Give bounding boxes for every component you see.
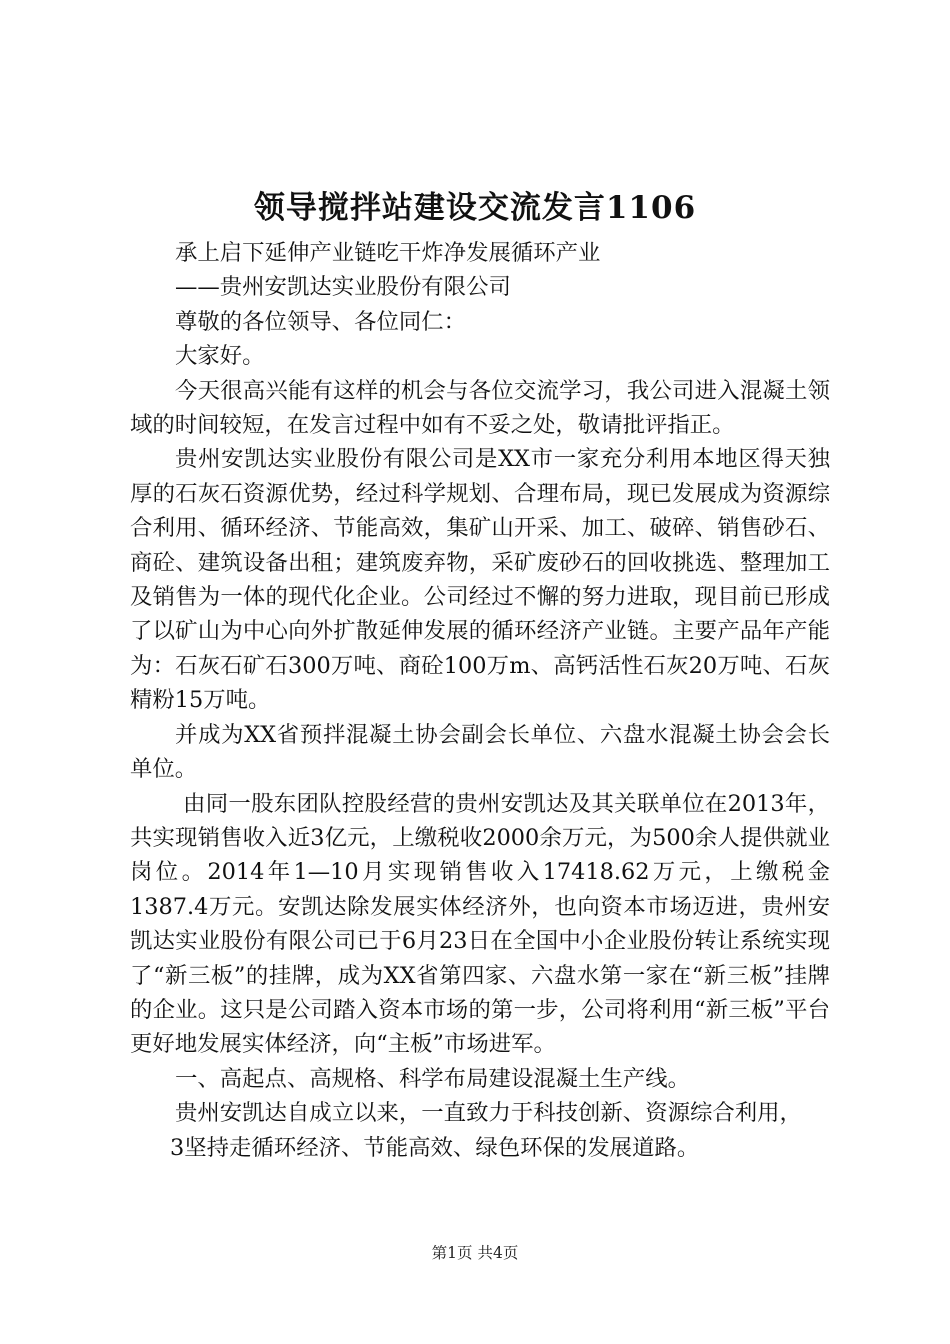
paragraph-company-profile: 贵州安凯达实业股份有限公司是XX市一家充分利用本地区得天独厚的石灰石资源优势，经过科学规划、合理布局，现已发展成为资源综合利用、循环经济、节能高效，集矿山开采、加工、破碎、销售砂石、商砼、建筑设备出租；建筑废弃物，采矿废砂石的回收挑选、整理加工及销售为一体的现代化企业。公司经过不懈的努力进取，现目前已形成了以矿山为中心向外扩散延伸发展的循环经济产业链。主要产品年产能为：石灰石矿石300万吨、商砼100万m、高钙活性石灰20万吨、石灰精粉15万吨。 <box>130 446 830 714</box>
paragraph-performance: 由同一股东团队控股经营的贵州安凯达及其关联单位在2013年，共实现销售收入近3亿元，上缴税收2000余万元，为500余人提供就业岗位。2014年1—10月实现销售收入17418.62万元，上缴税金1387.4万元。安凯达除发展实体经济外，也向资本市场迈进，贵州安凯达实业股份有限公司已于6月23日在全国中小企业股份转让系统实现了“新三板”的挂牌，成为XX省第四家、六盘水第一家在“新三板”挂牌的企业。这只是公司踏入资本市场的第一步，公司将利用“新三板”平台更好地发展实体经济，向“主板”市场进军。 <box>130 790 830 1058</box>
company-line: ——贵州安凯达实业股份有限公司 <box>175 274 511 301</box>
page-footer: 第1页 共4页 <box>431 1244 519 1262</box>
paragraph-development: 贵州安凯达自成立以来，一直致力于科技创新、资源综合利用， <box>175 1100 802 1127</box>
document-title: 领导搅拌站建设交流发言1106 <box>253 190 697 226</box>
paragraph-strategy: 3坚持走循环经济、节能高效、绿色环保的发展道路。 <box>170 1134 700 1161</box>
paragraph-intro: 今天很高兴能有这样的机会与各位交流学习，我公司进入混凝土领域的时间较短，在发言过程中如有不妥之处，敬请批评指正。 <box>130 377 830 439</box>
salutation: 尊敬的各位领导、各位同仁： <box>175 308 467 335</box>
greeting: 大家好。 <box>175 343 265 370</box>
document-body <box>130 236 830 1165</box>
subtitle-line: 承上启下延伸产业链吃干炸净发展循环产业 <box>175 240 601 266</box>
section-heading-1: 一、高起点、高规格、科学布局建设混凝土生产线。 <box>175 1065 690 1092</box>
paragraph-association: 并成为XX省预拌混凝土协会副会长单位、六盘水混凝土协会会长单位。 <box>130 721 830 783</box>
